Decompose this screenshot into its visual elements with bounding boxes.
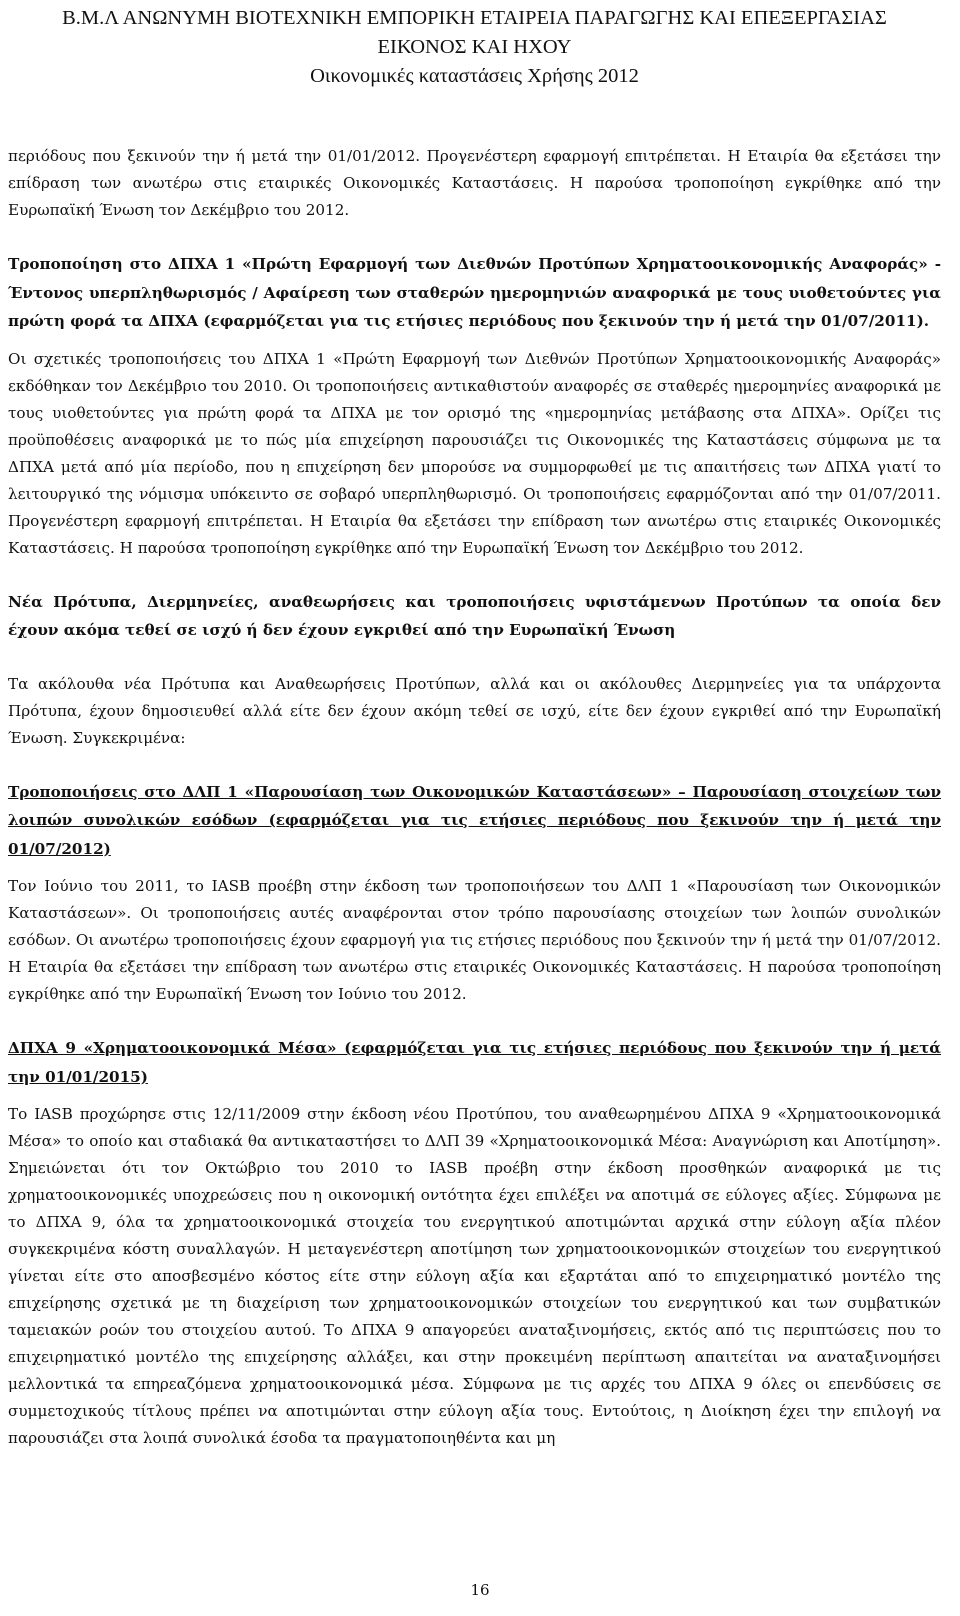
header-report-title: Οικονομικές καταστάσεις Χρήσης 2012 — [310, 65, 639, 87]
ifrs1-amendment-heading: Τροποποίηση στο ΔΠΧΑ 1 «Πρώτη Εφαρμογή των Διεθνών Προτύπων Χρηματοοικονομικής Αναφοράς» - Έντονος υπερπληθωρισμός / Αφαίρεση των σταθερών ημερομηνιών αναφορικά με τους υιοθετούντες για πρώτη φορά τα ΔΠΧΑ (εφαρμόζεται για τις ετήσιες περιόδους που ξεκινούν την ή μετά την 01/07/2011). — [8, 255, 941, 330]
page-header — [8, 0, 941, 91]
page-number: 16 — [470, 1581, 490, 1599]
ifrs1-amendment-paragraph: Οι σχετικές τροποποιήσεις του ΔΠΧΑ 1 «Πρώτη Εφαρμογή των Διεθνών Προτύπων Χρηματοοικονομικής Αναφοράς» εκδόθηκαν τον Δεκέμβριο του 2010. Οι τροποποιήσεις αντικαθιστούν αναφορές σε σταθερές ημερομηνίες αναφορικά με τους υιοθετούντες για πρώτη φορά τα ΔΠΧΑ με τον ορισμό της «ημερομηνίας μετάβασης στα ΔΠΧΑ». Ορίζει τις προϋποθέσεις αναφορικά με το πώς μία επιχείρηση παρουσιάζει τις Οικονομικές της Καταστάσεις σύμφωνα με τα ΔΠΧΑ μετά από μία περίοδο, που η επιχείρηση δεν μπορούσε να συμμορφωθεί με τις απαιτήσεις των ΔΠΧΑ γιατί το λειτουργικό της νόμισμα υπόκειντο σε σοβαρό υπερπληθωρισμό. Οι τροποποιήσεις εφαρμόζονται από την 01/07/2011. Προγενέστερη εφαρμογή επιτρέπεται. Η Εταιρία θα εξετάσει την επίδραση των ανωτέρω στις εταιρικές Οικονομικές Καταστάσεις. Η παρούσα τροποποίηση εγκρίθηκε από την Ευρωπαϊκή Ένωση τον Δεκέμβριο του 2012. — [8, 349, 941, 557]
ifrs9-heading: ΔΠΧΑ 9 «Χρηματοοικονομικά Μέσα» (εφαρμόζεται για τις ετήσιες περιόδους που ξεκινούν την ή μετά την 01/01/2015) — [8, 1039, 941, 1086]
intro-paragraph: περιόδους που ξεκινούν την ή μετά την 01/01/2012. Προγενέστερη εφαρμογή επιτρέπεται. Η Εταιρία θα εξετάσει την επίδραση των ανωτέρω στις εταιρικές Οικονομικές Καταστάσεις. Η παρούσα τροποποίηση εγκρίθηκε από την Ευρωπαϊκή Ένωση τον Δεκέμβριο του 2012. — [8, 147, 941, 219]
page-content — [8, 143, 941, 1452]
new-standards-paragraph: Τα ακόλουθα νέα Πρότυπα και Αναθεωρήσεις Προτύπων, αλλά και οι ακόλουθες Διερμηνείες για τα υπάρχοντα Πρότυπα, έχουν δημοσιευθεί αλλά είτε δεν έχουν ακόμη τεθεί σε ισχύ, είτε δεν έχουν εγκριθεί από την Ευρωπαϊκή Ένωση. Συγκεκριμένα: — [8, 674, 941, 747]
header-company-subtitle: ΕΙΚΟΝΟΣ ΚΑΙ ΗΧΟΥ — [377, 36, 572, 58]
ias1-amendment-paragraph: Τον Ιούνιο του 2011, το IASB προέβη στην έκδοση των τροποποιήσεων του ΔΛΠ 1 «Παρουσίαση των Οικονομικών Καταστάσεων». Οι τροποποιήσεις αυτές αναφέρονται στον τρόπο παρουσίασης στοιχείων των λοιπών συνολικών εσόδων. Οι ανωτέρω τροποποιήσεις έχουν εφαρμογή για τις ετήσιες περιόδους που ξεκινούν την ή μετά την 01/07/2012. Η Εταιρία θα εξετάσει την επίδραση των ανωτέρω στις εταιρικές Οικονομικές Καταστάσεις. Η παρούσα τροποποίηση εγκρίθηκε από την Ευρωπαϊκή Ένωση τον Ιούνιο του 2012. — [8, 877, 941, 1003]
header-company-name: Β.Μ.Λ ΑΝΩΝΥΜΗ ΒΙΟΤΕΧΝΙΚΗ ΕΜΠΟΡΙΚΗ ΕΤΑΙΡΕΙΑ ΠΑΡΑΓΩΓΗΣ ΚΑΙ ΕΠΕΞΕΡΓΑΣΙΑΣ — [62, 7, 887, 29]
ias1-amendment-heading: Τροποποιήσεις στο ΔΛΠ 1 «Παρουσίαση των Οικονομικών Καταστάσεων» – Παρουσίαση στοιχείων των λοιπών συνολικών εσόδων (εφαρμόζεται για τις ετήσιες περιόδους που ξεκινούν την ή μετά την 01/07/2012) — [8, 782, 941, 858]
ifrs9-paragraph: Το IASB προχώρησε στις 12/11/2009 στην έκδοση νέου Προτύπου, του αναθεωρημένου ΔΠΧΑ 9 «Χρηματοοικονομικά Μέσα» το οποίο και σταδιακά θα αντικαταστήσει το ΔΛΠ 39 «Χρηματοοικονομικά Μέσα: Αναγνώριση και Αποτίμηση». Σημειώνεται ότι τον Οκτώβριο του 2010 το IASB προέβη στην έκδοση προσθηκών αναφορικά με τις χρηματοοικονομικές υποχρεώσεις που η οικονομική οντότητα έχει επιλέξει να αποτιμά σε εύλογες αξίες. Σύμφωνα με το ΔΠΧΑ 9, όλα τα χρηματοοικονομικά στοιχεία του ενεργητικού αποτιμώνται αρχικά στην εύλογη αξία πλέον συγκεκριμένα κόστη συναλλαγών. Η μεταγενέστερη αποτίμηση των χρηματοοικονομικών στοιχείων του ενεργητικού γίνεται είτε στο αποσβεσμένο κόστος είτε στην εύλογη αξία και εξαρτάται από το επιχειρηματικό μοντέλο της επιχείρησης σχετικά με τη διαχείριση των χρηματοοικονομικών στοιχείων του ενεργητικού και των συμβατικών ταμειακών ροών του στοιχείου αυτού. Το ΔΠΧΑ 9 απαγορεύει αναταξινομήσεις, εκτός από τις περιπτώσεις που το επιχειρηματικό μοντέλο της επιχείρησης αλλάξει, και στην προκειμένη περίπτωση απαιτείται να αναταξινομήσει μελλοντικά τα επηρεαζόμενα χρηματοοικονομικά μέσα. Σύμφωνα με τις αρχές του ΔΠΧΑ 9 όλες οι επενδύσεις σε συμμετοχικούς τίτλους πρέπει να αποτιμώνται στην εύλογη αξία τους. Εντούτοις, η Διοίκηση έχει την επιλογή να παρουσιάζει στα λοιπά συνολικά έσοδα τα πραγματοποιηθέντα και μη — [8, 1105, 941, 1447]
new-standards-heading: Νέα Πρότυπα, Διερμηνείες, αναθεωρήσεις και τροποποιήσεις υφιστάμενων Προτύπων τα οποία δεν έχουν ακόμα τεθεί σε ισχύ ή δεν έχουν εγκριθεί από την Ευρωπαϊκή Ένωση — [8, 592, 941, 639]
